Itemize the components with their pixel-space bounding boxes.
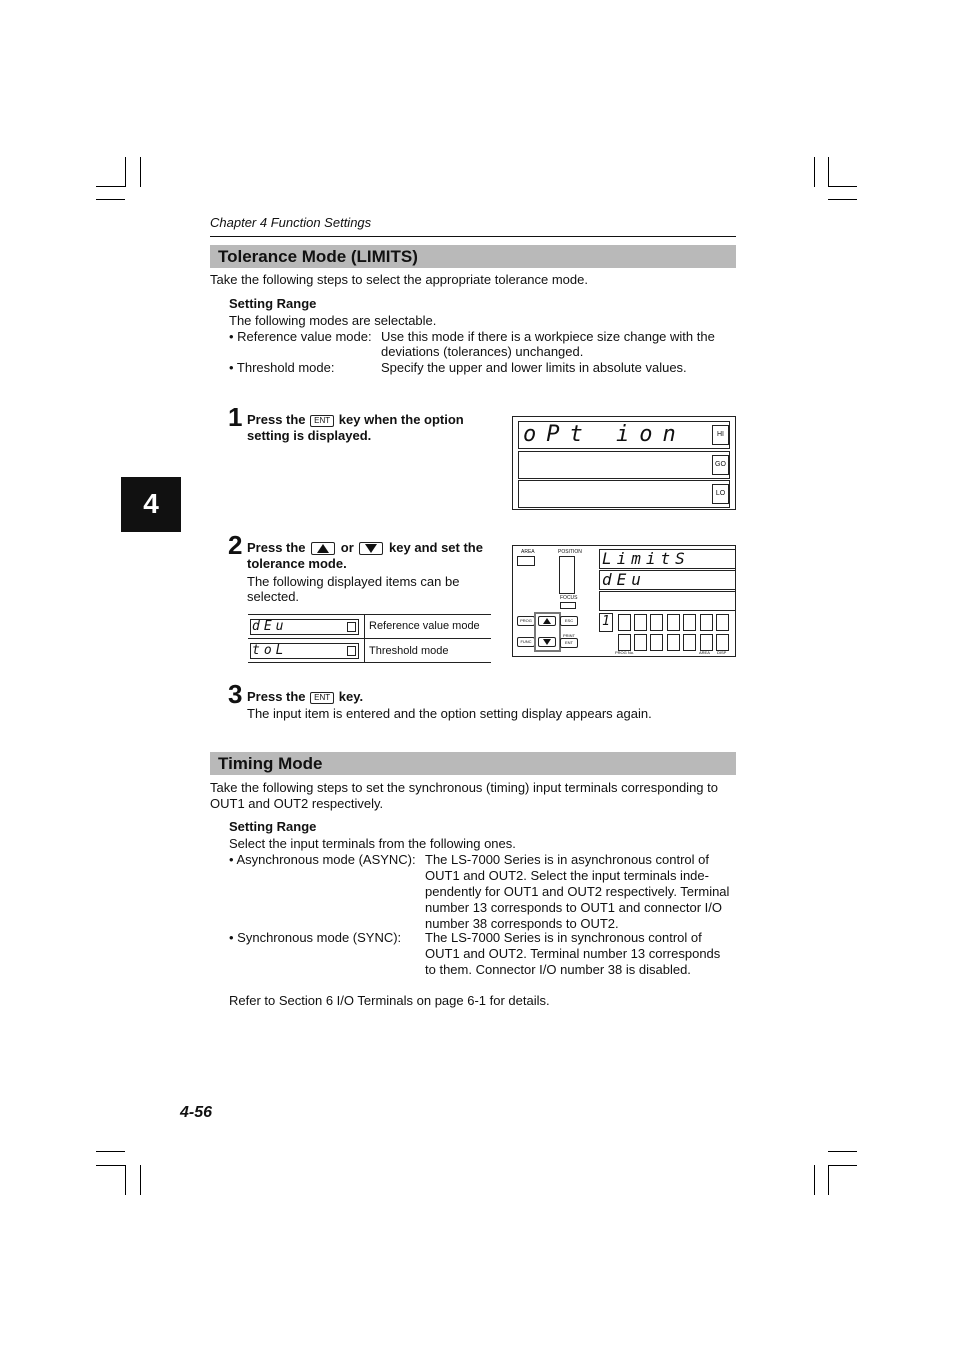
segment-readout: oPt ion	[523, 422, 686, 447]
step3-pre: Press the	[247, 689, 306, 704]
hi-indicator: HI	[712, 425, 729, 445]
step3-post: key.	[338, 689, 364, 704]
desc-line: number 13 corresponds to OUT1 and connector I/O	[425, 900, 722, 915]
go-indicator: GO	[712, 455, 729, 475]
disp-label: DISP	[717, 650, 727, 655]
desc-line: The LS-7000 Series is in synchronous control of	[425, 930, 702, 945]
print-label: PRINT	[563, 633, 575, 638]
desc-line: The LS-7000 Series is in asynchronous control of	[425, 852, 709, 867]
area-label: AREA	[521, 549, 535, 555]
refer-note: Refer to Section 6 I/O Terminals on page 6-1 for details.	[229, 993, 550, 1008]
step3-instruction	[247, 689, 363, 705]
section-heading-tolerance	[210, 245, 736, 268]
header-rule	[210, 236, 736, 237]
func-button[interactable]: FUNC	[517, 637, 535, 647]
timing-intro-2: OUT1 and OUT2 respectively.	[210, 796, 384, 811]
focus-indicator	[560, 602, 576, 609]
ref-mode-desc: Use this mode if there is a workpiece size change with the	[381, 329, 715, 344]
thr-mode-label: • Threshold mode:	[229, 360, 335, 375]
segment-readout: LimitS	[602, 549, 690, 568]
ref-mode-label: • Reference value mode:	[229, 329, 372, 344]
lo-indicator: LO	[712, 484, 729, 504]
controller-panel	[512, 545, 736, 657]
step1-instruction	[247, 412, 464, 428]
option-display-panel	[512, 416, 736, 510]
prog-no-digit: 1	[599, 613, 613, 632]
segment-readout: dEu	[602, 570, 646, 589]
step1-pre: Press the	[247, 412, 306, 427]
display-row-2	[518, 451, 730, 479]
desc-line: number 38 corresponds to OUT2.	[425, 916, 619, 931]
ent-button[interactable]: ENT	[560, 638, 578, 648]
setting-range-intro: The following modes are selectable.	[229, 313, 437, 328]
step3-desc: The input item is entered and the option setting display appears again.	[247, 706, 652, 721]
section-title: Timing Mode	[218, 754, 323, 773]
setting-range-title: Setting Range	[229, 819, 317, 834]
ent-key-icon: ENT	[310, 415, 334, 427]
step-number: 2	[228, 530, 243, 560]
display-row-1	[518, 421, 730, 449]
step2-or: or	[340, 540, 354, 555]
up-button[interactable]	[538, 616, 556, 626]
table-cell-label: Reference value mode	[369, 620, 480, 632]
sync-label: • Synchronous mode (SYNC):	[229, 930, 402, 945]
display-row-2	[599, 570, 736, 590]
setting-range-title: Setting Range	[229, 296, 317, 311]
step2-pre: Press the	[247, 540, 306, 555]
focus-label: FOCUS	[560, 595, 578, 601]
section-heading-timing	[210, 752, 736, 775]
ent-key-icon: ENT	[310, 692, 334, 704]
position-label: POSITION	[558, 549, 582, 555]
setting-range-intro: Select the input terminals from the following ones.	[229, 836, 516, 851]
prog-no-label: PROG No.	[615, 650, 635, 655]
down-arrow-key-icon	[359, 542, 383, 555]
table-cell-label: Threshold mode	[369, 645, 449, 657]
step-number: 3	[228, 679, 243, 709]
ref-mode-desc-2: deviations (tolerances) unchanged.	[381, 344, 584, 359]
step1-line2: setting is displayed.	[247, 428, 372, 443]
desc-line: OUT1 and OUT2. Terminal number 13 corresponds	[425, 946, 721, 961]
chapter-tab-number: 4	[143, 488, 159, 519]
up-arrow-key-icon	[311, 542, 335, 555]
down-button[interactable]	[538, 637, 556, 647]
step1-post: key when the option	[338, 412, 464, 427]
page-number: 4-56	[180, 1104, 213, 1121]
esc-button[interactable]: ESC	[560, 616, 578, 626]
step2-instruction	[247, 540, 483, 556]
display-row-3	[599, 591, 736, 611]
step2-line2: tolerance mode.	[247, 556, 347, 571]
step2-post: key and set the	[389, 540, 483, 555]
timing-intro: Take the following steps to set the synchronous (timing) input terminals corresponding to	[210, 780, 718, 795]
step-number: 1	[228, 402, 243, 432]
table-row	[250, 643, 359, 659]
segment-readout: dEu	[252, 619, 288, 634]
async-desc	[425, 852, 729, 932]
desc-line: OUT1 and OUT2. Select the input terminals inde-	[425, 868, 709, 883]
section-title: Tolerance Mode (LIMITS)	[218, 247, 418, 266]
area-key-label: AREA	[699, 650, 710, 655]
display-row-3	[518, 480, 730, 508]
running-header: Chapter 4 Function Settings	[210, 215, 372, 230]
prog-button[interactable]: PROG	[517, 616, 535, 626]
desc-line: to them. Connector I/O number 38 is disabled.	[425, 962, 691, 977]
segment-readout: toL	[252, 643, 288, 658]
table-row	[250, 619, 359, 635]
thr-mode-desc: Specify the upper and lower limits in absolute values.	[381, 360, 687, 375]
tolerance-intro: Take the following steps to select the appropriate tolerance mode.	[210, 272, 588, 287]
display-row-1	[599, 549, 736, 569]
chapter-tab	[121, 477, 181, 532]
step2-desc-2: selected.	[247, 589, 300, 604]
async-label: • Asynchronous mode (ASYNC):	[229, 852, 416, 867]
step2-desc: The following displayed items can be	[247, 574, 460, 589]
sync-desc	[425, 930, 720, 978]
desc-line: pendently for OUT1 and OUT2 respectively. Terminal	[425, 884, 730, 899]
area-indicator	[517, 556, 535, 566]
position-bar-graph	[559, 556, 575, 594]
